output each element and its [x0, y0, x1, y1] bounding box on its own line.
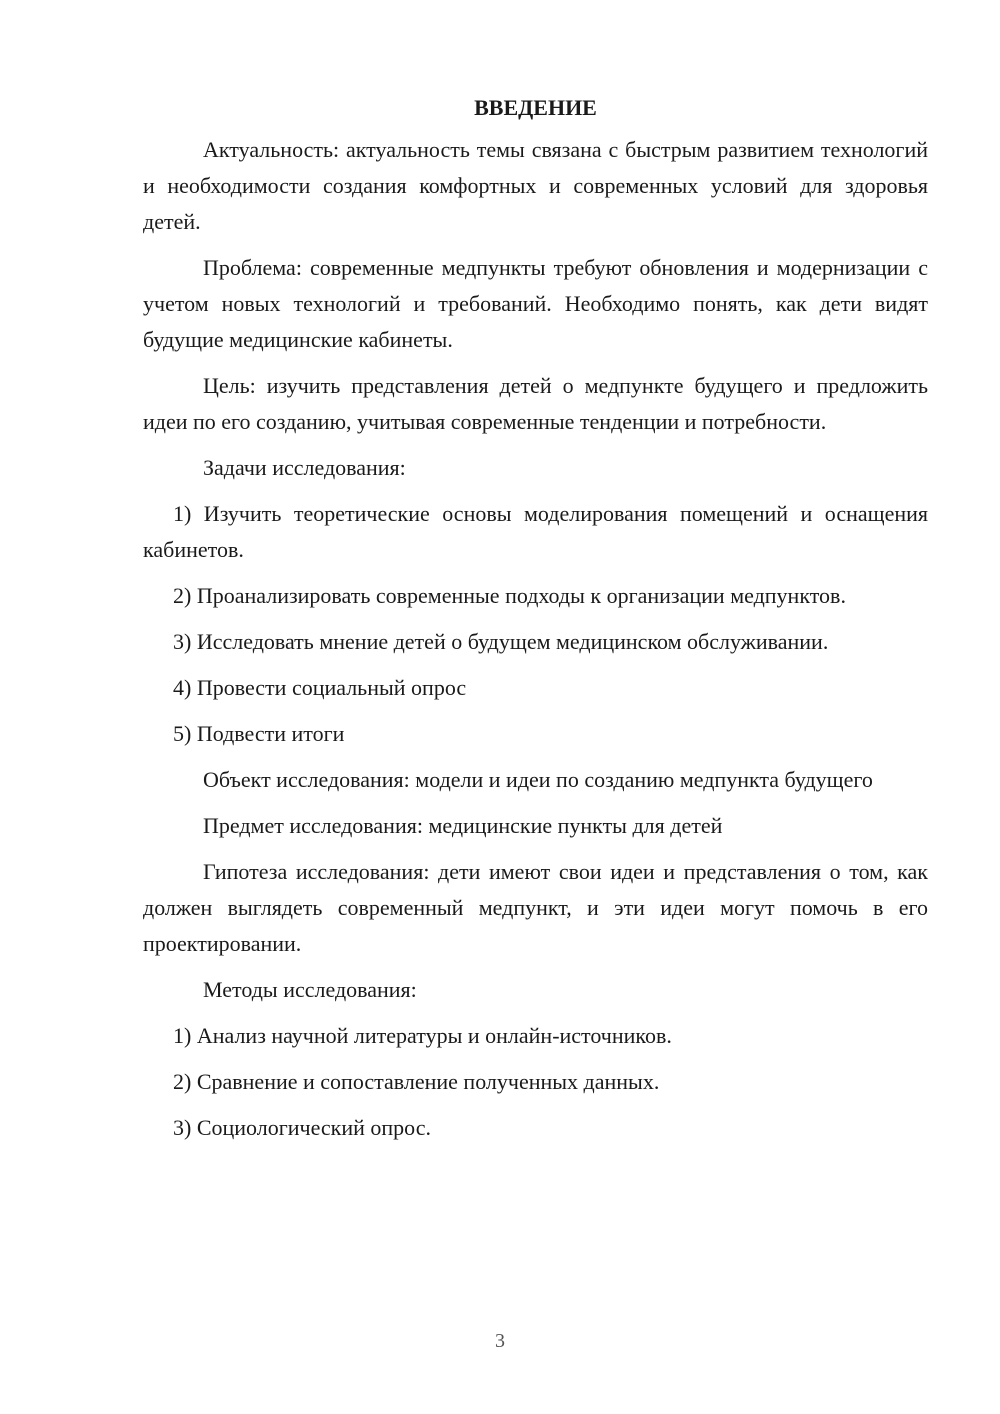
tasks-heading: Задачи исследования:	[203, 455, 406, 480]
paragraph-subject: Предмет исследования: медицинские пункты для детей	[203, 813, 723, 838]
task-item-3: 3) Исследовать мнение детей о будущем медицинском обслуживании.	[173, 629, 829, 654]
method-item-2: 2) Сравнение и сопоставление полученных данных.	[173, 1069, 660, 1094]
section-title: ВВЕДЕНИЕ	[474, 95, 597, 120]
page-number: 3	[495, 1330, 505, 1352]
method-item-3: 3) Социологический опрос.	[173, 1115, 431, 1140]
paragraph-problem: Проблема: современные медпункты требуют обновления и модернизации с учетом новых технологий и требований. Необходимо понять, как дети видят будущие медицинские кабинеты.	[143, 255, 928, 352]
methods-heading: Методы исследования:	[203, 977, 417, 1002]
task-item-5: 5) Подвести итоги	[173, 721, 345, 746]
task-item-1: 1) Изучить теоретические основы моделирования помещений и оснащения кабинетов.	[143, 501, 928, 562]
paragraph-object: Объект исследования: модели и идеи по созданию медпункта будущего	[203, 767, 873, 792]
method-item-1: 1) Анализ научной литературы и онлайн-источников.	[173, 1023, 672, 1048]
paragraph-relevance: Актуальность: актуальность темы связана с быстрым развитием технологий и необходимости создания комфортных и современных условий для здоровья детей.	[143, 137, 928, 234]
paragraph-goal: Цель: изучить представления детей о медпункте будущего и предложить идеи по его созданию, учитывая современные тенденции и потребности.	[143, 373, 928, 434]
document-page	[143, 90, 928, 1156]
task-item-4: 4) Провести социальный опрос	[173, 675, 467, 700]
paragraph-hypothesis: Гипотеза исследования: дети имеют свои идеи и представления о том, как должен выглядеть современный медпункт, и эти идеи могут помочь в его проектировании.	[143, 859, 928, 956]
task-item-2: 2) Проанализировать современные подходы к организации медпунктов.	[173, 583, 846, 608]
